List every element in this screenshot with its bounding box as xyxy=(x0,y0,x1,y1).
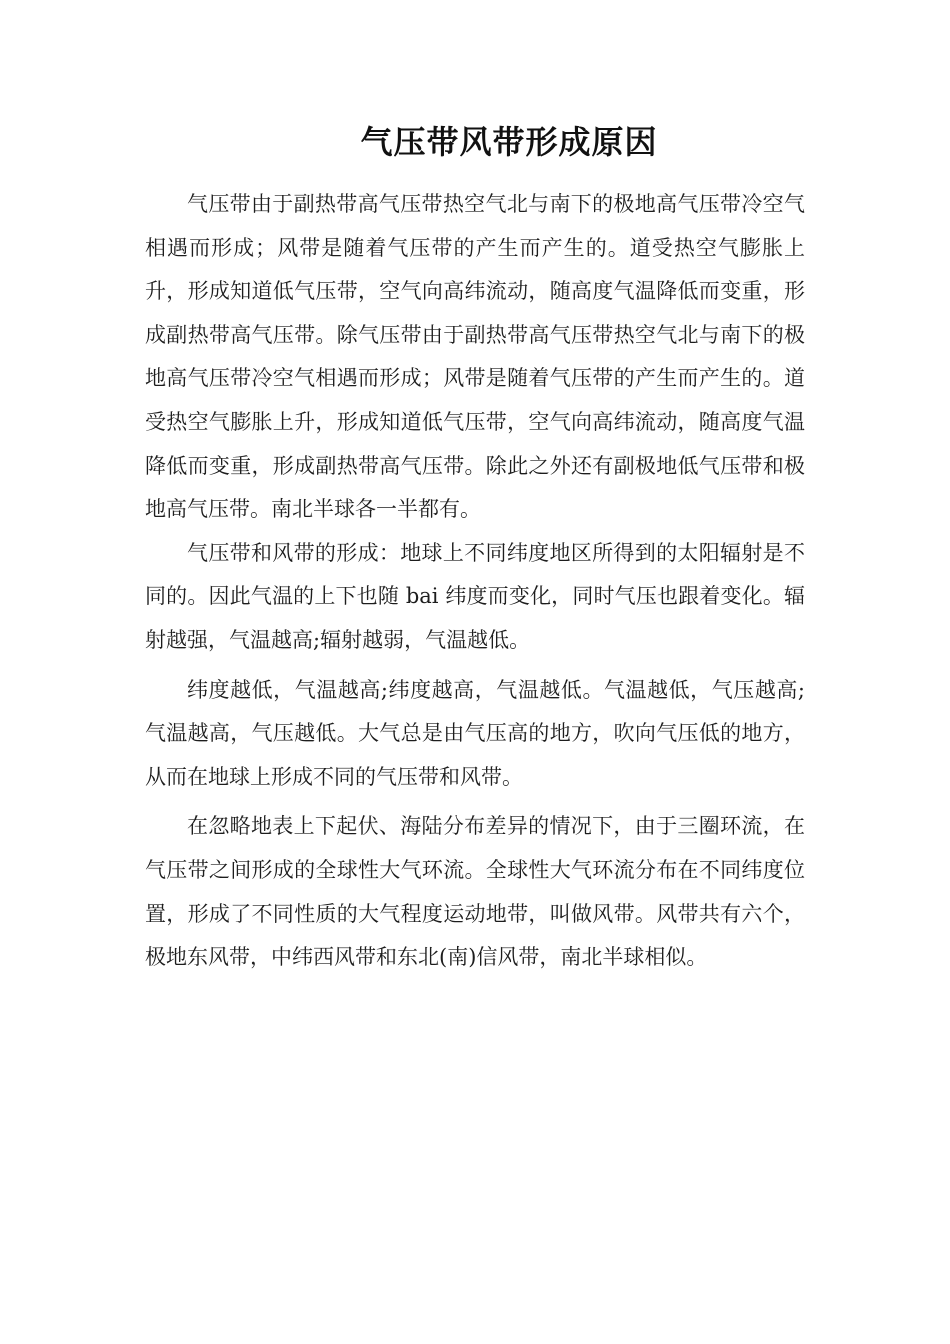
document-body xyxy=(145,183,805,980)
paragraph-4: 在忽略地表上下起伏、海陆分布差异的情况下，由于三圈环流，在气压带之间形成的全球性大气环流。全球性大气环流分布在不同纬度位置，形成了不同性质的大气程度运动地带，叫做风带。风带共有六个，极地东风带，中纬西风带和东北(南)信风带，南北半球相似。 xyxy=(145,814,805,970)
paragraph-2: 气压带和风带的形成：地球上不同纬度地区所得到的太阳辐射是不同的。因此气温的上下也随 bai 纬度而变化，同时气压也跟着变化。辐射越强，气温越高;辐射越弱，气温越低。 xyxy=(145,540,805,652)
paragraph-1: 气压带由于副热带高气压带热空气北与南下的极地高气压带冷空气相遇而形成；风带是随着气压带的产生而产生的。道受热空气膨胀上升，形成知道低气压带，空气向高纬流动，随高度气温降低而变重，形成副热带高气压带。除气压带由于副热带高气压带热空气北与南下的极地高气压带冷空气相遇而形成；风带是随着气压带的产生而产生的。道受热空气膨胀上升，形成知道低气压带，空气向高纬流动，随高度气温降低而变重，形成副热带高气压带。除此之外还有副极地低气压带和极地高气压带。南北半球各一半都有。 xyxy=(145,192,805,522)
paragraph-3: 纬度越低，气温越高;纬度越高，气温越低。气温越低，气压越高;气温越高，气压越低。大气总是由气压高的地方，吹向气压低的地方，从而在地球上形成不同的气压带和风带。 xyxy=(145,677,805,789)
document-title: 气压带风带形成原因 xyxy=(360,123,658,161)
